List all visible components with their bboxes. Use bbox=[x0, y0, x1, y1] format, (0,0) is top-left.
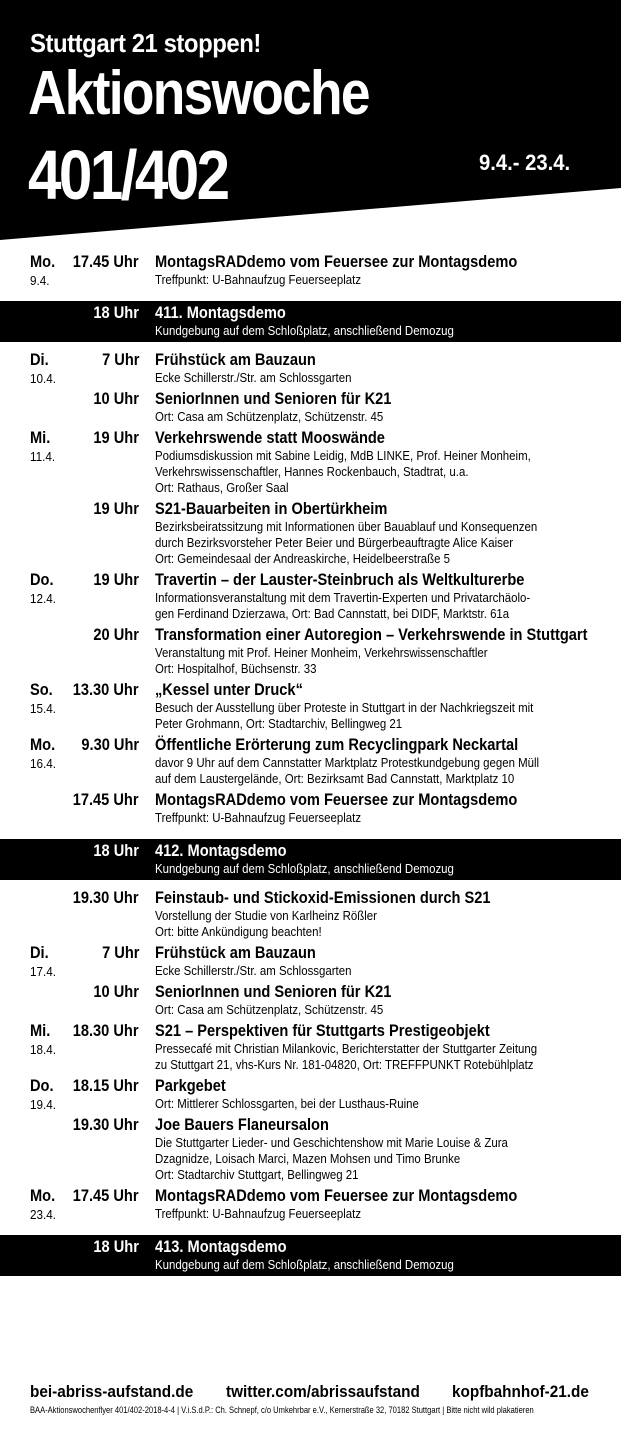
event-detail-line: davor 9 Uhr auf dem Cannstatter Marktplatz Protestkundgebung gegen Müll bbox=[155, 755, 540, 770]
event-title: 413. Montagsdemo bbox=[155, 1237, 287, 1256]
event-time: 7 Uhr bbox=[101, 350, 139, 369]
event-detail-line: Ecke Schillerstr./Str. am Schlossgarten bbox=[155, 370, 352, 385]
event-time: 17.45 Uhr bbox=[73, 252, 139, 271]
event-row bbox=[0, 943, 621, 982]
flyer-header bbox=[0, 0, 621, 240]
event-date: 16.4. bbox=[30, 756, 57, 771]
event-date: 19.4. bbox=[30, 1097, 57, 1112]
event-time: 18 Uhr bbox=[93, 1237, 139, 1256]
event-title: MontagsRADdemo vom Feuersee zur Montagsdemo bbox=[155, 1186, 518, 1205]
footer-link-website[interactable]: bei-abriss-aufstand.de bbox=[30, 1382, 194, 1401]
event-day: Mo. bbox=[30, 252, 56, 271]
event-date: 9.4. bbox=[30, 273, 50, 288]
event-row bbox=[0, 1021, 621, 1076]
event-time: 13.30 Uhr bbox=[73, 680, 139, 699]
event-time: 18.15 Uhr bbox=[73, 1076, 139, 1095]
event-time: 18.30 Uhr bbox=[73, 1021, 139, 1040]
event-time: 7 Uhr bbox=[101, 943, 139, 962]
event-title: S21-Bauarbeiten in Obertürkheim bbox=[155, 499, 388, 518]
event-body bbox=[155, 982, 605, 1018]
event-date: 10.4. bbox=[30, 371, 57, 386]
event-detail-line: Besuch der Ausstellung über Proteste in Stuttgart in der Nachkriegszeit mit bbox=[155, 700, 534, 715]
footer-imprint: BAA-Aktionswochenflyer 401/402-2018-4-4 | V.i.S.d.P.: Ch. Schnepf, c/o Umkehrbar e.V., Kernerstraße 32, 70182 Stuttgart | Bitte nicht wild plakatieren bbox=[30, 1405, 534, 1415]
event-time: 17.45 Uhr bbox=[73, 790, 139, 809]
event-body bbox=[155, 888, 605, 940]
event-title: 411. Montagsdemo bbox=[155, 303, 286, 322]
event-time: 9.30 Uhr bbox=[81, 735, 139, 754]
event-date: 12.4. bbox=[30, 591, 57, 606]
event-time: 19.30 Uhr bbox=[73, 888, 139, 907]
event-detail-line: Ort: Mittlerer Schlossgarten, bei der Lusthaus-Ruine bbox=[155, 1096, 419, 1111]
event-date: 11.4. bbox=[30, 449, 56, 464]
event-detail-line: Vorstellung der Studie von Karlheinz Rößler bbox=[155, 908, 377, 923]
event-title: „Kessel unter Druck“ bbox=[155, 680, 303, 699]
event-time: 18 Uhr bbox=[93, 841, 139, 860]
event-row-highlight bbox=[0, 301, 621, 342]
event-detail-line: Die Stuttgarter Lieder- und Geschichtenshow mit Marie Louise & Zura bbox=[155, 1135, 508, 1150]
event-day: Di. bbox=[30, 350, 49, 369]
event-time: 10 Uhr bbox=[93, 982, 139, 1001]
event-detail-line: Veranstaltung mit Prof. Heiner Monheim, Verkehrswissenschaftler bbox=[155, 645, 488, 660]
event-row bbox=[0, 350, 621, 389]
event-body bbox=[155, 1115, 605, 1183]
header-subtitle: Stuttgart 21 stoppen! bbox=[30, 28, 261, 58]
event-detail-line: Treffpunkt: U-Bahnaufzug Feuerseeplatz bbox=[155, 810, 362, 825]
event-row-highlight bbox=[0, 1235, 621, 1276]
event-time: 19.30 Uhr bbox=[73, 1115, 139, 1134]
event-body bbox=[155, 790, 605, 826]
event-date: 23.4. bbox=[30, 1207, 57, 1222]
event-detail-line: zu Stuttgart 21, vhs-Kurs Nr. 181-04820, Ort: TREFFPUNKT Rotebühlplatz bbox=[155, 1057, 534, 1072]
event-row-highlight bbox=[0, 839, 621, 880]
event-detail-line: Ort: Casa am Schützenplatz, Schützenstr. 45 bbox=[155, 409, 384, 424]
event-date: 15.4. bbox=[30, 701, 57, 716]
event-detail-line: Ecke Schillerstr./Str. am Schlossgarten bbox=[155, 963, 352, 978]
event-row bbox=[0, 499, 621, 570]
event-detail-line: Kundgebung auf dem Schloßplatz, anschließend Demozug bbox=[155, 861, 454, 876]
event-detail-line: Informationsveranstaltung mit dem Travertin-Experten und Privatarchäolo- bbox=[155, 590, 531, 605]
event-detail-line: Ort: bitte Ankündigung beachten! bbox=[155, 924, 322, 939]
event-title: S21 – Perspektiven für Stuttgarts Prestigeobjekt bbox=[155, 1021, 490, 1040]
event-detail-line: Treffpunkt: U-Bahnaufzug Feuerseeplatz bbox=[155, 272, 362, 287]
event-title: Transformation einer Autoregion – Verkehrswende in Stuttgart bbox=[155, 625, 588, 644]
header-date-range: 9.4.- 23.4. bbox=[479, 150, 571, 175]
footer-links bbox=[0, 1382, 621, 1404]
event-body bbox=[155, 1237, 605, 1273]
event-row bbox=[0, 790, 621, 829]
footer-link-kopfbahnhof[interactable]: kopfbahnhof-21.de bbox=[452, 1382, 589, 1401]
event-day: Mo. bbox=[30, 1186, 56, 1205]
event-row bbox=[0, 982, 621, 1021]
event-title: Verkehrswende statt Mooswände bbox=[155, 428, 385, 447]
event-detail-line: Treffpunkt: U-Bahnaufzug Feuerseeplatz bbox=[155, 1206, 362, 1221]
event-detail-line: Verkehrswissenschaftler, Hannes Rockenbauch, Stadtrat, u.a. bbox=[155, 464, 469, 479]
event-detail-line: Dzagnidze, Loisach Marci, Mazen Mohsen und Timo Brunke bbox=[155, 1151, 461, 1166]
event-list bbox=[0, 252, 621, 1276]
event-row bbox=[0, 735, 621, 790]
event-detail-line: auf dem Laustergelände, Ort: Bezirksamt Bad Cannstatt, Marktplatz 10 bbox=[155, 771, 515, 786]
event-title: Travertin – der Lauster-Steinbruch als Weltkulturerbe bbox=[155, 570, 525, 589]
event-body bbox=[155, 943, 605, 979]
event-body bbox=[155, 428, 605, 496]
event-detail-line: durch Bezirksvorsteher Peter Beier und Bürgerbeauftragte Alice Kaiser bbox=[155, 535, 514, 550]
event-body bbox=[155, 252, 605, 288]
event-body bbox=[155, 499, 605, 567]
event-time: 17.45 Uhr bbox=[73, 1186, 139, 1205]
event-body bbox=[155, 680, 605, 732]
header-week-number: 401/402 bbox=[28, 136, 228, 214]
event-time: 19 Uhr bbox=[93, 499, 139, 518]
event-day: Mo. bbox=[30, 735, 56, 754]
event-detail-line: Ort: Hospitalhof, Büchsenstr. 33 bbox=[155, 661, 317, 676]
event-body bbox=[155, 735, 605, 787]
event-date: 17.4. bbox=[30, 964, 57, 979]
event-time: 18 Uhr bbox=[93, 303, 139, 322]
event-day: Mi. bbox=[30, 1021, 51, 1040]
event-title: MontagsRADdemo vom Feuersee zur Montagsdemo bbox=[155, 252, 518, 271]
event-title: 412. Montagsdemo bbox=[155, 841, 287, 860]
event-detail-line: gen Ferdinand Dzierzawa, Ort: Bad Cannstatt, bei DIDF, Marktstr. 61a bbox=[155, 606, 510, 621]
event-row bbox=[0, 389, 621, 428]
event-title: SeniorInnen und Senioren für K21 bbox=[155, 389, 392, 408]
event-detail-line: Ort: Stadtarchiv Stuttgart, Bellingweg 21 bbox=[155, 1167, 359, 1182]
event-detail-line: Ort: Gemeindesaal der Andreaskirche, Heidelbeerstraße 5 bbox=[155, 551, 451, 566]
event-day: Do. bbox=[30, 1076, 54, 1095]
event-day: Mi. bbox=[30, 428, 51, 447]
event-body bbox=[155, 570, 605, 622]
event-body bbox=[155, 1186, 605, 1222]
event-body bbox=[155, 841, 605, 877]
event-detail-line: Kundgebung auf dem Schloßplatz, anschließend Demozug bbox=[155, 1257, 454, 1272]
event-body bbox=[155, 389, 605, 425]
event-time: 20 Uhr bbox=[93, 625, 139, 644]
event-body bbox=[155, 350, 605, 386]
event-row bbox=[0, 1115, 621, 1186]
event-title: Frühstück am Bauzaun bbox=[155, 350, 316, 369]
event-title: Öffentliche Erörterung zum Recyclingpark Neckartal bbox=[155, 735, 519, 754]
event-date: 18.4. bbox=[30, 1042, 57, 1057]
event-title: Joe Bauers Flaneursalon bbox=[155, 1115, 329, 1134]
event-detail-line: Ort: Rathaus, Großer Saal bbox=[155, 480, 289, 495]
event-row bbox=[0, 570, 621, 625]
event-detail-line: Kundgebung auf dem Schloßplatz, anschließend Demozug bbox=[155, 323, 454, 338]
event-time: 10 Uhr bbox=[93, 389, 139, 408]
event-detail-line: Bezirksbeiratssitzung mit Informationen über Bauablauf und Konsequenzen bbox=[155, 519, 538, 534]
flyer-footer bbox=[0, 1382, 621, 1415]
event-time: 19 Uhr bbox=[93, 428, 139, 447]
event-body bbox=[155, 303, 605, 339]
event-day: Do. bbox=[30, 570, 54, 589]
footer-link-twitter[interactable]: twitter.com/abrissaufstand bbox=[226, 1382, 420, 1401]
event-body bbox=[155, 1021, 605, 1073]
event-day: Di. bbox=[30, 943, 49, 962]
event-row bbox=[0, 1076, 621, 1115]
event-title: Frühstück am Bauzaun bbox=[155, 943, 316, 962]
event-row bbox=[0, 625, 621, 680]
event-body bbox=[155, 1076, 605, 1112]
header-title: Aktionswoche bbox=[28, 59, 369, 128]
event-row bbox=[0, 888, 621, 943]
event-detail-line: Peter Grohmann, Ort: Stadtarchiv, Bellingweg 21 bbox=[155, 716, 403, 731]
event-detail-line: Ort: Casa am Schützenplatz, Schützenstr. 45 bbox=[155, 1002, 384, 1017]
event-row bbox=[0, 1186, 621, 1225]
event-title: SeniorInnen und Senioren für K21 bbox=[155, 982, 392, 1001]
event-row bbox=[0, 428, 621, 499]
event-title: Feinstaub- und Stickoxid-Emissionen durch S21 bbox=[155, 888, 491, 907]
event-detail-line: Pressecafé mit Christian Milankovic, Berichterstatter der Stuttgarter Zeitung bbox=[155, 1041, 538, 1056]
event-detail-line: Podiumsdiskussion mit Sabine Leidig, MdB LINKE, Prof. Heiner Monheim, bbox=[155, 448, 531, 463]
event-time: 19 Uhr bbox=[93, 570, 139, 589]
event-title: Parkgebet bbox=[155, 1076, 226, 1095]
event-body bbox=[155, 625, 605, 677]
event-title: MontagsRADdemo vom Feuersee zur Montagsdemo bbox=[155, 790, 518, 809]
event-row bbox=[0, 680, 621, 735]
event-day: So. bbox=[30, 680, 53, 699]
event-row bbox=[0, 252, 621, 291]
